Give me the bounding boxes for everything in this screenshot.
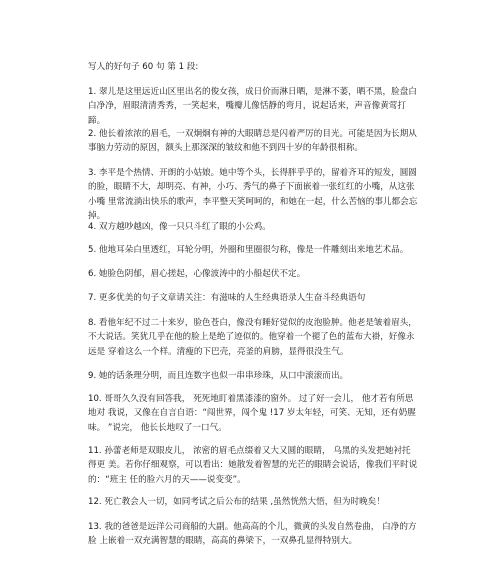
paragraph-10: 10. 哥哥久久没有回答我， 死死地盯着黑漆漆的窗外。 过了好一会儿， 他才若有所思地对 我说，又像在自言自语：“闯世界，闯个鬼 !17 岁太年轻，可笑、无知，还有奶腥味。 ”说完， 他长长地叹了一口气。 bbox=[88, 394, 416, 433]
paragraph-4: 4. 双方越吵越凶，像一只只斗红了眼的小公鸡。 bbox=[88, 222, 271, 232]
paragraph-5: 5. 他地耳朵白里透红，耳轮分明，外圈和里圈很匀称，像是一件雕刻出来地艺术品。 bbox=[88, 245, 409, 255]
paragraph-8: 8. 看他年纪不过二十来岁，脸色苍白，像没有睡好觉似的皮泡脸肿。他老是皱着眉头， 不大说话。笑犹几乎在他的脸上是绝了迹似的。他穿着一个褪了色的蓝布大褂，好像永远是 穿着这么一个样。清瘦的下巴壳，亮釜的肩膀，显得很没生气。 bbox=[88, 318, 420, 357]
paragraph-12: 12. 死亡教会人一切，如同考试之后公布的结果 ,虽然恍然大悟，但为时晚矣！ bbox=[88, 497, 385, 507]
paragraph-1: 1. 翠儿是这里远近山区里出名的俊女孩，成日价而淋日晒，是淋不萎，晒不黑，脸盘白 白净净，眉眼清清秀秀，一笑起来，嘴瓣儿像恬静的弯月，说起话来，声音像黄莺打蹄。 bbox=[88, 87, 420, 126]
paragraph-7: 7. 更多优美的句子文章请关注：有滋味的人生经典语录人生奋斗经典语句 bbox=[88, 293, 366, 303]
paragraph-3: 3. 李平是个热情、开朗的小姑娘。她中等个头，长得胖乎乎的，留着齐耳的短发，圆圆 的脸，眼睛不大，却明亮、有神，小巧、秀气的鼻子下面嵌着一张红红的小嘴，从这张小嘴 里常流淌出快乐的歌声，李平整天笑呵呵的，和她在一起，什么苦恼的事儿都会忘掉。 bbox=[88, 168, 420, 222]
paragraph-6: 6. 她脸色阴郁，眉心搓起，心像波涛中的小船起伏不定。 bbox=[88, 269, 306, 279]
paragraph-11: 11. 孙蕾老师是双眼皮儿， 浓密的眉毛点缀着又大又圆的眼睛， 乌黑的头发把她衬托得更 美。若你仔细观察，可以看出：她散发着智慧的光芒的眼睛会说话，像我们平时说的：“班主 任的脸六月的天——说变变”。 bbox=[88, 446, 418, 485]
paragraph-9: 9. 她的话条理分明，而且连数字也似一串串珍珠，从口中滚滚而出。 bbox=[88, 371, 349, 381]
document-title: 写人的好句子 60 句 第 1 段: bbox=[88, 62, 199, 72]
paragraph-2: 2. 他长着浓浓的眉毛，一双炯炯有神的大眼睛总是闪着严厉的目光。可能是因为长期从 事脑力劳动的原因，额头上那深深的皱纹和他不到四十岁的年龄很相称。 bbox=[88, 129, 420, 154]
paragraph-13: 13. 我的爸爸是远洋公司商船的大副。他高高的个儿，微黄的头发自然卷曲， 白净的方脸 上嵌着一双充满智慧的眼睛，高高的鼻梁下，一双鼻孔显得特别大。 bbox=[88, 522, 417, 547]
